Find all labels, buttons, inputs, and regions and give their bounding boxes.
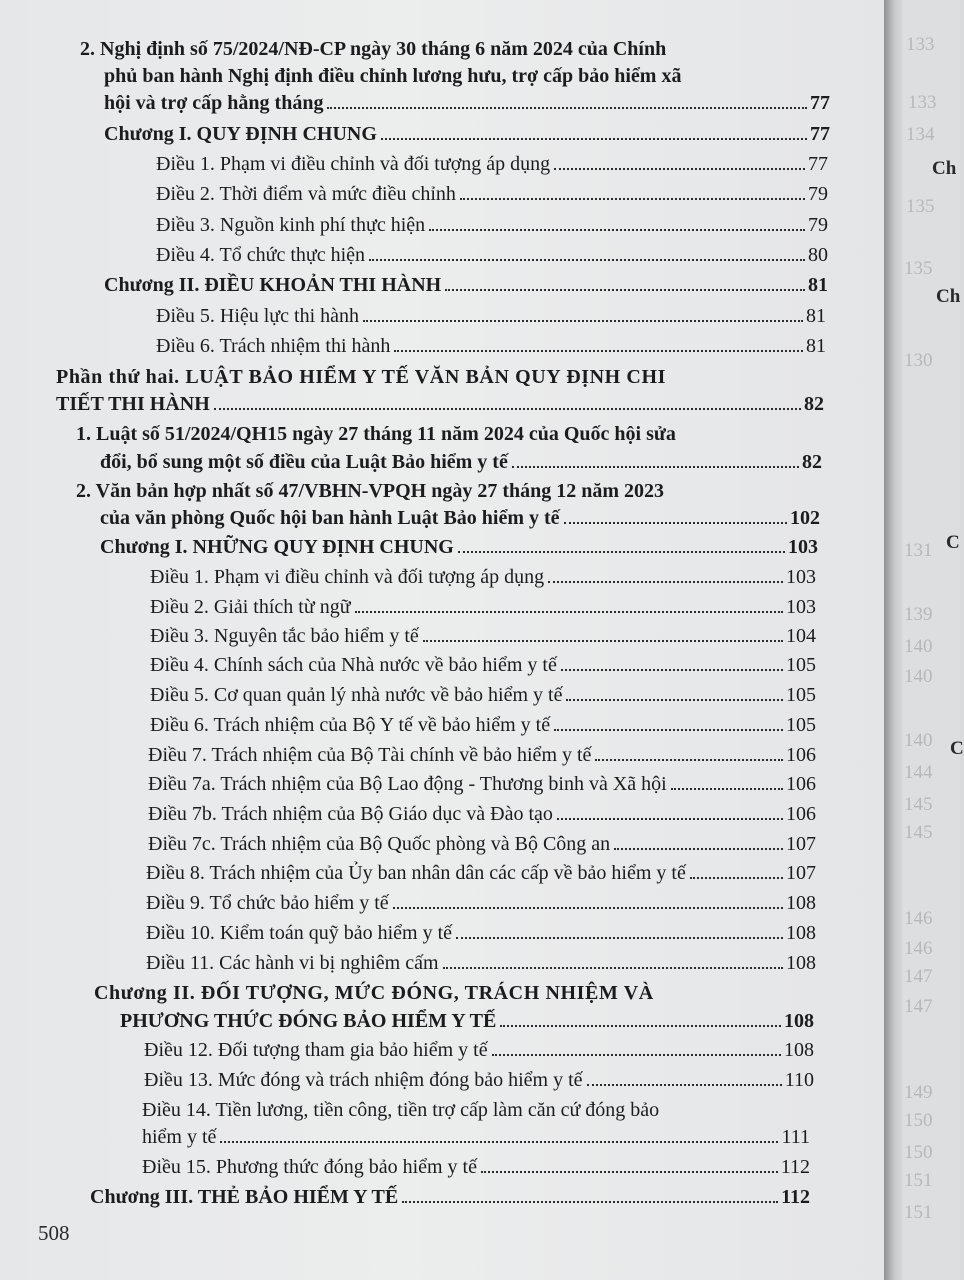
facing-page-number: 139 [904,604,933,625]
toc-chapter [100,534,818,560]
dot-leader [443,967,783,969]
toc-page-number: 104 [786,625,816,647]
facing-page-number: 133 [908,92,937,113]
dot-leader [327,107,807,109]
dot-leader [369,259,805,261]
facing-page-number: 150 [904,1142,933,1163]
toc-entry-title: Chương I. NHỮNG QUY ĐỊNH CHUNG [100,536,454,558]
toc-chapter [120,1008,814,1034]
toc-entry-title: Điều 7b. Trách nhiệm của Bộ Giáo dục và Đào tạo [148,803,553,825]
toc-article [156,151,828,177]
toc-page-number: 111 [781,1126,810,1148]
facing-page-chapter: Ch [936,286,961,307]
toc-entry [104,90,830,116]
toc-page-number: 103 [786,596,816,618]
dot-leader [458,551,785,553]
toc-entry-title: hiểm y tế [142,1126,217,1148]
toc-entry-title: Điều 12. Đối tượng tham gia bảo hiểm y tế [144,1039,488,1061]
toc-page-number: 77 [810,123,830,145]
dot-leader [381,138,807,140]
toc-chapter [104,121,830,147]
toc-entry-title: Điều 1. Phạm vi điều chỉnh và đối tượng áp dụng [150,566,545,588]
toc-entry-title: Điều 5. Cơ quan quản lý nhà nước về bảo hiểm y tế [150,684,563,706]
facing-page-number: 147 [904,966,933,987]
toc-page-number: 82 [802,451,822,473]
toc-article [146,950,816,976]
toc-article [150,594,816,620]
toc-entry-title: Điều 4. Tổ chức thực hiện [156,244,366,266]
facing-page-number: 130 [904,350,933,371]
toc-entry-title: Điều 6. Trách nhiệm thi hành [156,335,391,357]
dot-leader [587,1084,782,1086]
toc-page-number: 103 [786,566,816,588]
toc-entry-title: Điều 13. Mức đóng và trách nhiệm đóng bảo hiểm y tế [144,1069,583,1091]
toc-article [146,920,816,946]
toc-chapter [90,1184,810,1210]
toc-page-number: 80 [808,244,828,266]
toc-article [142,1154,810,1180]
facing-page-number: 140 [904,730,933,751]
toc-page-number: 81 [806,335,826,357]
toc-page-number: 108 [786,892,816,914]
toc-entry-title: Điều 8. Trách nhiệm của Ủy ban nhân dân các cấp về bảo hiểm y tế [146,862,686,884]
toc-article [146,890,816,916]
toc-article [150,623,816,649]
toc-page-number: 82 [804,393,824,415]
toc-entry-title: Điều 3. Nguyên tắc bảo hiểm y tế [150,625,419,647]
facing-page-edge [902,0,964,1280]
toc-page-number: 108 [784,1039,814,1061]
toc-article [142,1124,810,1150]
toc-entry-title: TIẾT THI HÀNH [56,393,210,415]
toc-page-number: 105 [786,684,816,706]
book-gutter [884,0,902,1280]
toc-article [150,682,816,708]
dot-leader [456,937,783,939]
facing-page-number: 144 [904,762,933,783]
toc-part [56,391,824,417]
toc-entry-title: 2. Nghị định số 75/2024/NĐ-CP ngày 30 tháng 6 năm 2024 của Chính [80,38,667,60]
toc-entry-title: phủ ban hành Nghị định điều chỉnh lương hưu, trợ cấp bảo hiểm xã [104,65,682,87]
facing-page-number: 150 [904,1110,933,1131]
toc-article [144,1037,814,1063]
toc-page-number: 107 [786,862,816,884]
dot-leader [671,788,783,790]
facing-page-number: 131 [904,540,933,561]
toc-entry-title: Điều 14. Tiền lương, tiền công, tiền trợ cấp làm căn cứ đóng bảo [142,1099,660,1121]
dot-leader [220,1141,778,1143]
facing-page-number: 146 [904,938,933,959]
toc-article [156,212,828,238]
facing-page-number: 135 [904,258,933,279]
dot-leader [355,611,783,613]
toc-entry-title: Điều 3. Nguồn kinh phí thực hiện [156,214,426,236]
toc-page-number: 102 [790,507,820,529]
dot-leader [393,907,783,909]
toc-page-number: 107 [786,833,816,855]
toc-entry-title: Điều 7. Trách nhiệm của Bộ Tài chính về bảo hiểm y tế [148,744,592,766]
toc-article [156,303,826,329]
toc-page-number: 106 [786,803,816,825]
dot-leader [554,729,783,731]
toc-page-number: 103 [788,536,818,558]
toc-article [150,712,816,738]
dot-leader [363,320,803,322]
dot-leader [566,699,783,701]
toc-article [146,860,816,886]
facing-page-number: 149 [904,1082,933,1103]
toc-page-number: 112 [781,1186,810,1208]
toc-page-number: 106 [786,744,816,766]
facing-page-number: 134 [906,124,935,145]
dot-leader [614,848,783,850]
toc-article [156,181,828,207]
toc-part-title: Phần thứ hai. LUẬT BẢO HIỂM Y TẾ VĂN BẢN QUY ĐỊNH CHI [56,366,667,388]
toc-article [148,831,816,857]
toc-entry-title: của văn phòng Quốc hội ban hành Luật Bảo hiểm y tế [100,507,560,529]
dot-leader [402,1201,778,1203]
toc-page-number: 106 [786,773,816,795]
dot-leader [460,198,805,200]
facing-page-number: 135 [906,196,935,217]
toc-entry-title: đổi, bổ sung một số điều của Luật Bảo hiểm y tế [100,451,508,473]
toc-article [144,1067,814,1093]
toc-chapter-title: Chương II. ĐỐI TƯỢNG, MỨC ĐÓNG, TRÁCH NHIỆM VÀ [94,982,654,1004]
toc-entry-title: Điều 15. Phương thức đóng bảo hiểm y tế [142,1156,477,1178]
dot-leader [557,818,783,820]
facing-page-number: 140 [904,636,933,657]
toc-page-number: 112 [780,1156,810,1178]
dot-leader [445,289,805,291]
facing-page-chapter: C [950,738,964,759]
dot-leader [554,168,805,170]
dot-leader [512,466,799,468]
toc-entry-title: 2. Văn bản hợp nhất số 47/VBHN-VPQH ngày 27 tháng 12 năm 2023 [76,480,665,502]
toc-article [148,771,816,797]
toc-page-number: 108 [786,952,816,974]
toc-page-number: 77 [810,92,830,114]
toc-page-number: 79 [808,183,828,205]
toc-entry-title: Điều 7a. Trách nhiệm của Bộ Lao động - Thương binh và Xã hội [148,773,667,795]
toc-entry-title: Điều 11. Các hành vi bị nghiêm cấm [146,952,439,974]
facing-page-number: 133 [906,34,935,55]
toc-article [148,801,816,827]
dot-leader [561,669,783,671]
toc-article [148,742,816,768]
dot-leader [214,408,801,410]
toc-entry-title: PHƯƠNG THỨC ĐÓNG BẢO HIỂM Y TẾ [120,1010,497,1032]
dot-leader [481,1171,778,1173]
dot-leader [492,1054,781,1056]
facing-page-number: 147 [904,996,933,1017]
facing-page-number: 145 [904,794,933,815]
facing-page-chapter: Ch [932,158,957,179]
toc-entry-title: Điều 2. Giải thích từ ngữ [150,596,351,618]
facing-page-number: 151 [904,1202,933,1223]
toc-page-number: 105 [786,714,816,736]
toc-page-number: 108 [784,1010,814,1032]
toc-entry-title: 1. Luật số 51/2024/QH15 ngày 27 tháng 11 năm 2024 của Quốc hội sửa [76,423,676,445]
dot-leader [548,581,783,583]
toc-page-number: 77 [808,153,828,175]
toc-entry-title: Chương III. THẺ BẢO HIỂM Y TẾ [90,1186,399,1208]
toc-entry [100,449,822,475]
facing-page-chapter: C [946,532,960,553]
toc-entry-title: Điều 1. Phạm vi điều chỉnh và đối tượng áp dụng [156,153,551,175]
dot-leader [595,759,783,761]
toc-entry [100,505,820,531]
facing-page-number: 146 [904,908,933,929]
dot-leader [423,640,783,642]
toc-entry-title: hội và trợ cấp hằng tháng [104,92,324,114]
facing-page-number: 145 [904,822,933,843]
toc-page-number: 81 [808,274,828,296]
toc-entry-title: Điều 7c. Trách nhiệm của Bộ Quốc phòng và Bộ Công an [148,833,611,855]
page-number: 508 [38,1221,70,1245]
dot-leader [564,522,787,524]
toc-article [150,652,816,678]
toc-entry-title: Điều 5. Hiệu lực thi hành [156,305,360,327]
toc-entry-title: Điều 6. Trách nhiệm của Bộ Y tế về bảo hiểm y tế [150,714,551,736]
toc-entry-title: Điều 9. Tổ chức bảo hiểm y tế [146,892,389,914]
toc-entry-title: Điều 2. Thời điểm và mức điều chỉnh [156,183,456,205]
toc-page-number: 81 [806,305,826,327]
dot-leader [429,229,805,231]
toc-page-number: 110 [784,1069,814,1091]
dot-leader [690,877,783,879]
dot-leader [500,1025,781,1027]
toc-chapter [104,272,828,298]
toc-entry-title: Điều 4. Chính sách của Nhà nước về bảo hiểm y tế [150,654,557,676]
toc-entry-title: Chương I. QUY ĐỊNH CHUNG [104,123,377,145]
toc-article [156,242,828,268]
toc-page-number: 108 [786,922,816,944]
toc-article [156,333,826,359]
toc-page-number: 79 [808,214,828,236]
facing-page-number: 151 [904,1170,933,1191]
dot-leader [394,350,803,352]
toc-page-number: 105 [786,654,816,676]
facing-page-number: 140 [904,666,933,687]
toc-entry-title: Chương II. ĐIỀU KHOẢN THI HÀNH [104,274,442,296]
toc-entry-title: Điều 10. Kiểm toán quỹ bảo hiểm y tế [146,922,453,944]
toc-article [150,564,816,590]
